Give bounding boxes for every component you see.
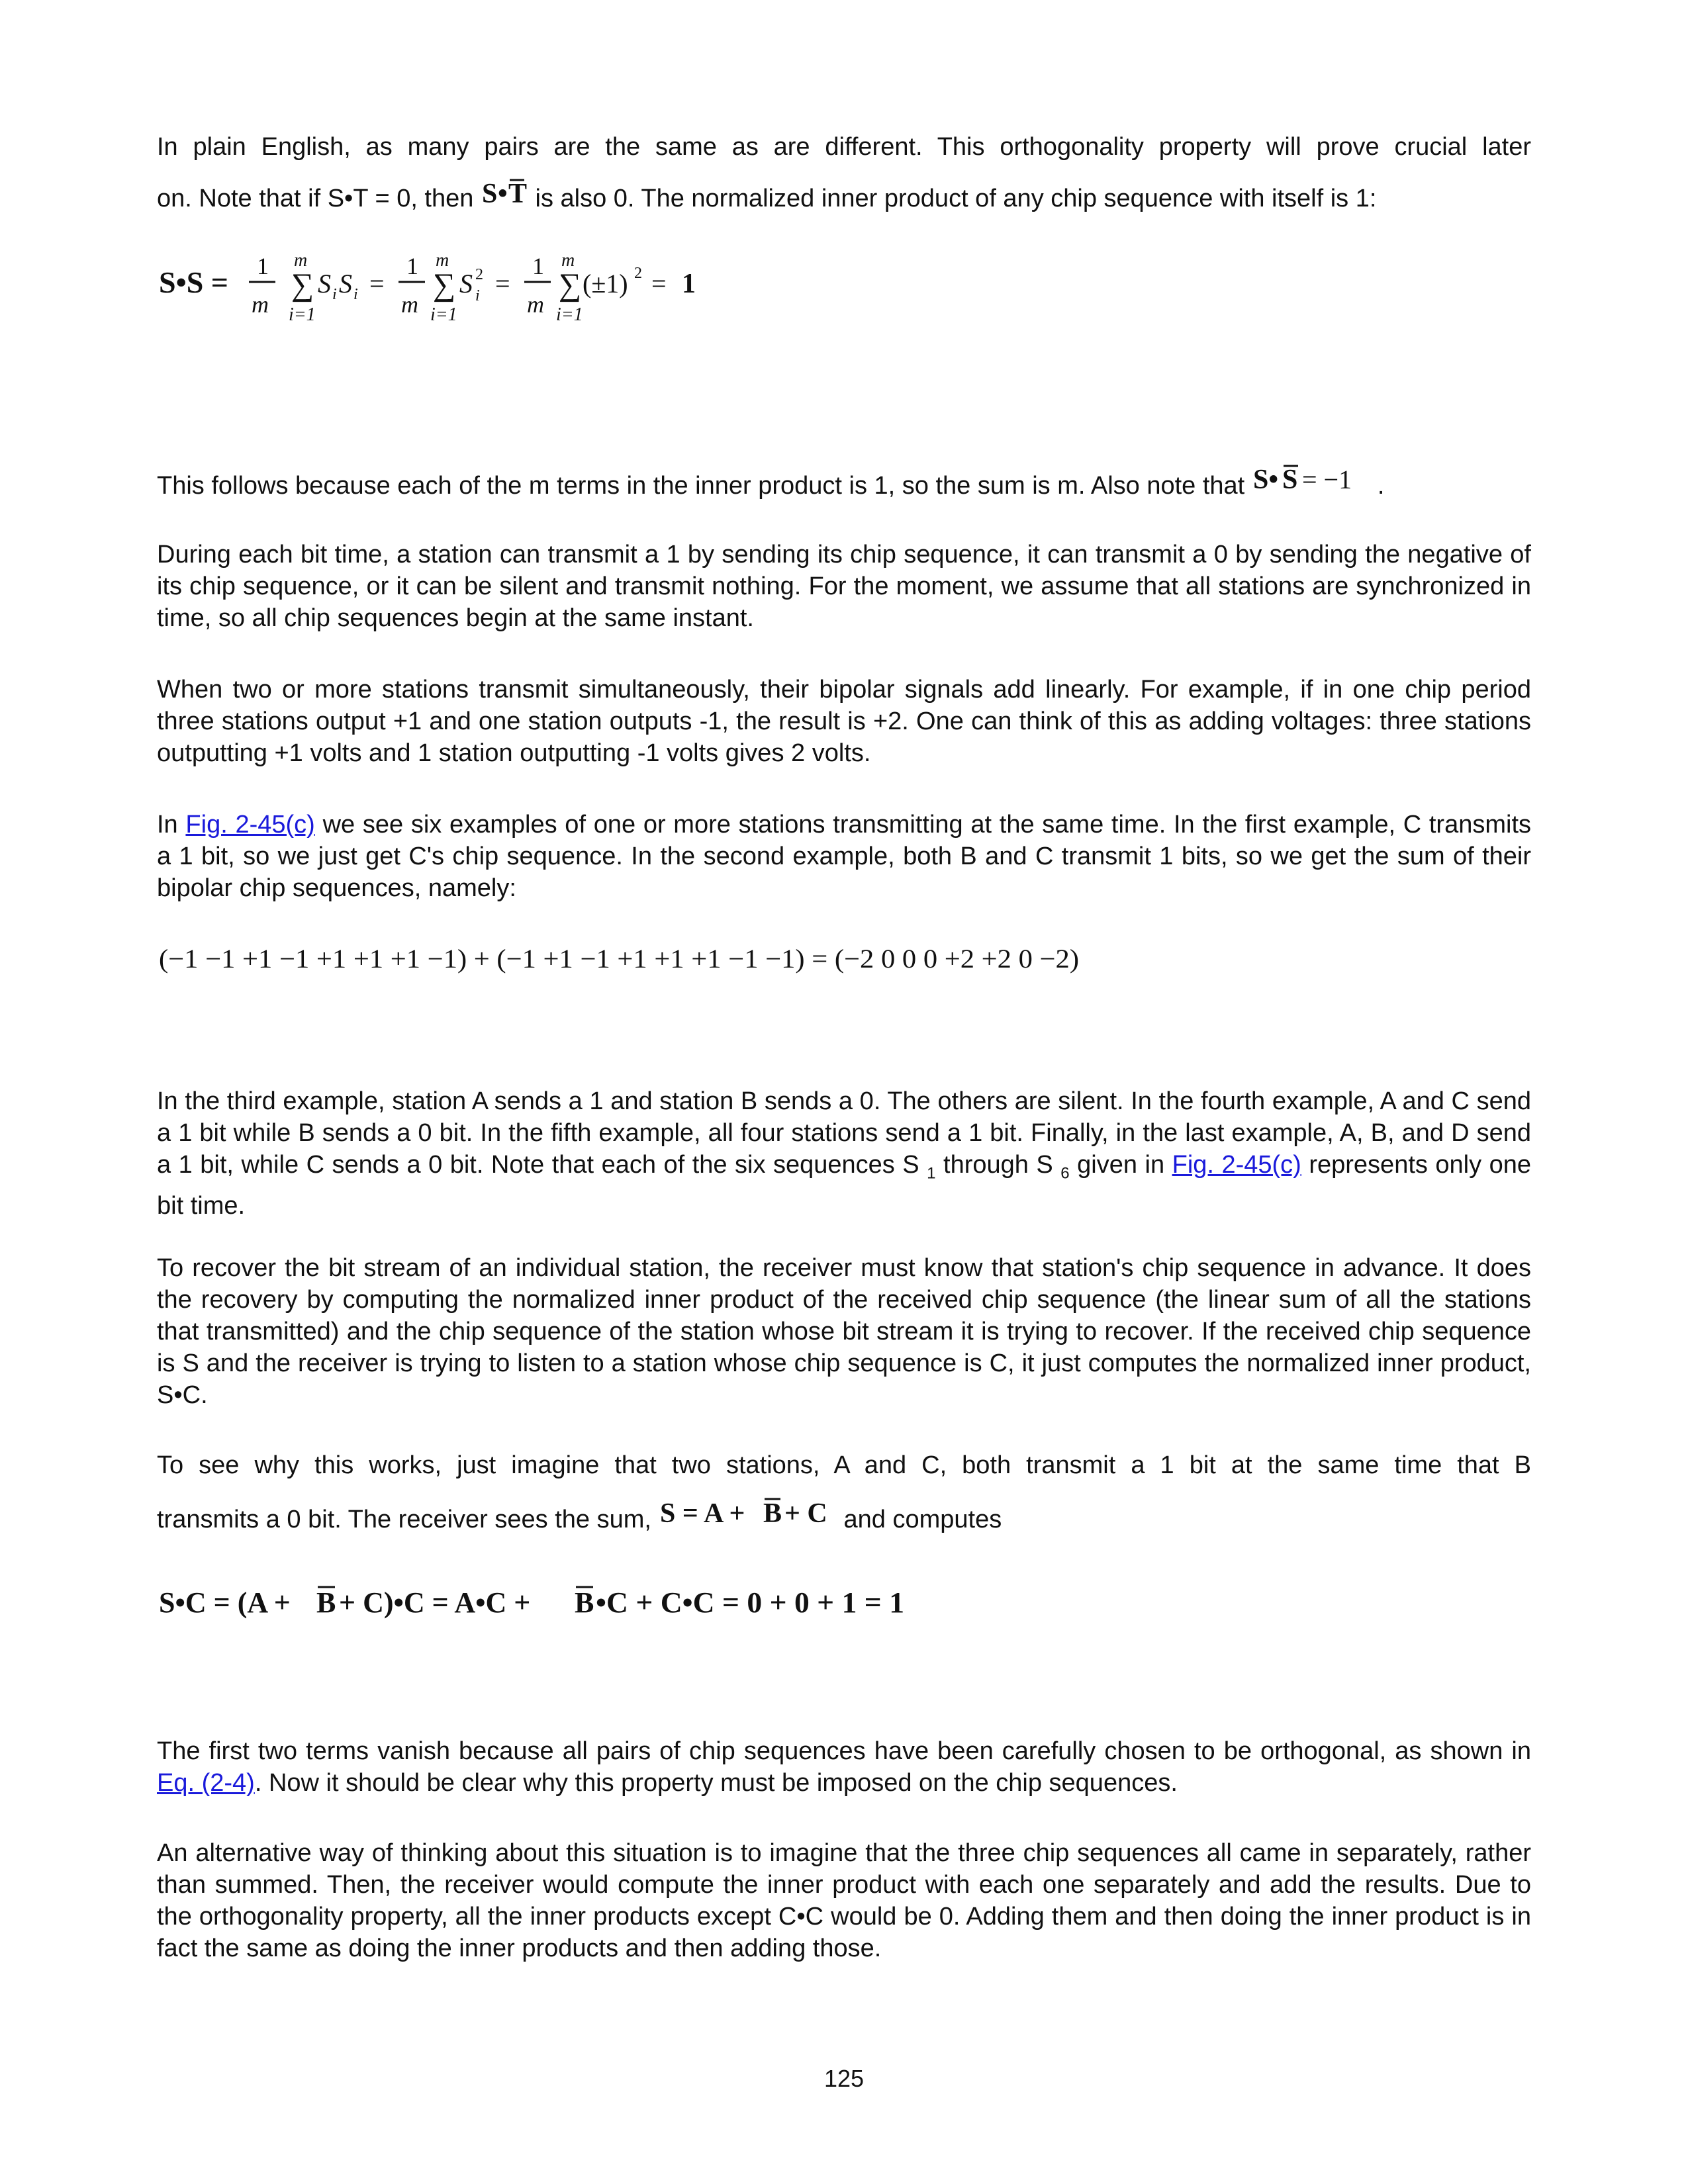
text-span: is also 0. The normalized inner product of any chip sequence with itself is 1:	[535, 185, 1377, 212]
eq-equals: =	[495, 269, 510, 298]
sum-upper: m	[294, 251, 308, 271]
term: S	[339, 269, 352, 298]
paragraph-first-two-terms	[157, 1735, 1531, 1799]
neg-product-equation	[1252, 463, 1378, 502]
frac-den: m	[252, 291, 269, 318]
text-span: This follows because each of the m terms in the inner product is 1, so the sum is m. Also note that	[157, 472, 1245, 500]
text-span: we see six examples of one or more stations transmitting at the same time. In the first example, C transmits a 1 bit, so we just get C's chip sequence. In the second example, both B and C transmit 1 bits, so we get the sum of their bipolar chip sequences, namely:	[157, 811, 1532, 902]
eq-equals: =	[369, 269, 385, 298]
eq-part: B	[316, 1586, 336, 1619]
sum-lower: i=1	[430, 304, 457, 325]
paragraph-why-works	[157, 1449, 1531, 1535]
st-bar-equation	[481, 177, 528, 214]
text-span: In	[157, 811, 178, 839]
paragraph-alternative: An alternative way of thinking about this situation is to imagine that the three chip sequences all came in separately, rather than summed. Then, the receiver would compute the inner product with each one separately and add the results. Due to the orthogonality property, all the inner products except C•C would be 0. Adding them and then doing the inner product is in fact the same as doing the inner products and then adding those.	[157, 1839, 1531, 1962]
text-span: .	[1377, 472, 1385, 500]
frac-den: m	[527, 291, 544, 318]
text-span: given in	[1077, 1151, 1165, 1179]
paragraph-simultaneous: When two or more stations transmit simultaneously, their bipolar signals add linearly. For example, if in one chip period three stations output +1 and one station outputs -1, the result is +2. One can think of this as adding voltages: three stations outputting +1 volts and 1 station outputting -1 volts gives 2 volts.	[157, 676, 1531, 767]
term-sup: 2	[634, 265, 642, 282]
compute-equation	[159, 1578, 953, 1627]
eq-symbol: •	[497, 179, 508, 206]
eq-part: •C + C•C = 0 + 0 + 1 = 1	[596, 1586, 904, 1619]
text-line: In plain English, as many pairs are the same as are different. This orthogonality property will prove crucial later	[157, 133, 1531, 161]
sum-upper: m	[561, 251, 575, 271]
text-span: The first two terms vanish because all pairs of chip sequences have been carefully chosen to be orthogonal, as shown in	[157, 1737, 1531, 1765]
term-sub: i	[353, 286, 358, 303]
received-sum-equation	[659, 1496, 844, 1535]
text-span: represents only one bit time.	[157, 1151, 1532, 1220]
eq-part: B	[575, 1586, 594, 1619]
term: S	[318, 269, 331, 298]
eq-symbol: S	[1282, 465, 1298, 494]
chip-sum-text: (−1 −1 +1 −1 +1 +1 +1 −1) + (−1 +1 −1 +1 +1 +1 −1 −1) = (−2 0 0 0 +2 +2 0 −2)	[159, 944, 1079, 974]
eq-symbol: S•	[1252, 465, 1278, 494]
eq-symbol: S = A +	[659, 1498, 745, 1527]
page-number: 125	[823, 2065, 865, 2092]
term: S	[459, 269, 473, 298]
paragraph-recover: To recover the bit stream of an individual station, the receiver must know that station's chip sequence in advance. It does the recovery by computing the normalized inner product of the received chip sequence (the linear sum of all the stations that transmitted) and the chip sequence of the station whose bit stream it is trying to recover. If the received chip sequence is S and the receiver is trying to listen to a station whose chip sequence is C, it just computes the normalized inner product, S•C.	[157, 1254, 1531, 1409]
eq-lhs: S•S =	[159, 265, 228, 299]
figure-link[interactable]: Fig. 2-45(c)	[1172, 1151, 1301, 1179]
term-sub: i	[332, 286, 337, 303]
chip-sum-equation	[159, 940, 1125, 983]
paragraph-orthogonality	[157, 131, 1531, 214]
text-span: . Now it should be clear why this property must be imposed on the chip sequences.	[254, 1769, 1178, 1797]
subscript: 6	[1060, 1164, 1070, 1183]
paragraph-six-examples	[157, 809, 1531, 904]
text-line	[157, 177, 1531, 214]
eq-symbol: S	[481, 179, 498, 206]
paragraph-follows	[157, 463, 1531, 502]
text-span: In the third example, station A sends a 1 and station B sends a 0. The others are silent. In the fourth example, A and C send a 1 bit while B sends a 0 bit. In the fifth example, all four stations send a 1 bit. Finally, in the last example, A, B, and D send a 1 bit, while C sends a 0 bit. Note that each of the six sequences S	[157, 1087, 1531, 1179]
text-line: To see why this works, just imagine that two stations, A and C, both transmit a 1 bit at the same time that B	[157, 1451, 1531, 1479]
text-span: and computes	[843, 1506, 1002, 1533]
eq-equals: =	[651, 269, 667, 298]
equation-link[interactable]: Eq. (2-4)	[157, 1769, 255, 1797]
text-span: on. Note that if S•T = 0, then	[157, 185, 474, 212]
frac-den: m	[401, 291, 418, 318]
sum-symbol: ∑	[433, 267, 456, 302]
sum-lower: i=1	[556, 304, 583, 325]
frac-num: 1	[257, 253, 269, 279]
figure-link[interactable]: Fig. 2-45(c)	[185, 811, 315, 839]
sum-upper: m	[436, 251, 449, 271]
frac-num: 1	[532, 253, 544, 279]
paragraph-bit-time: During each bit time, a station can transmit a 1 by sending its chip sequence, it can transmit a 0 by sending the negative of its chip sequence, or it can be silent and transmit nothing. For the moment, we assume that all stations are synchronized in time, so all chip sequences begin at the same instant.	[157, 541, 1531, 632]
sum-lower: i=1	[289, 304, 316, 325]
sum-symbol: ∑	[291, 267, 314, 302]
self-product-equation	[159, 251, 728, 341]
frac-num: 1	[406, 253, 418, 279]
eq-result: 1	[682, 269, 696, 299]
eq-symbol: + C	[784, 1498, 827, 1527]
eq-symbol: = −1	[1301, 465, 1352, 494]
term-sup: 2	[475, 266, 483, 283]
term-sub: i	[475, 287, 480, 304]
text-span: through S	[943, 1151, 1053, 1179]
subscript: 1	[927, 1164, 936, 1183]
paragraph-third-example	[157, 1085, 1531, 1222]
eq-symbol: B	[763, 1498, 782, 1527]
eq-part: + C)•C = A•C +	[339, 1586, 531, 1619]
sum-symbol: ∑	[559, 267, 582, 302]
eq-symbol: T	[508, 179, 527, 206]
term: (±1)	[583, 269, 628, 298]
text-line	[157, 1496, 1531, 1535]
text-span: transmits a 0 bit. The receiver sees the sum,	[157, 1506, 651, 1533]
eq-part: S•C = (A +	[159, 1586, 291, 1619]
